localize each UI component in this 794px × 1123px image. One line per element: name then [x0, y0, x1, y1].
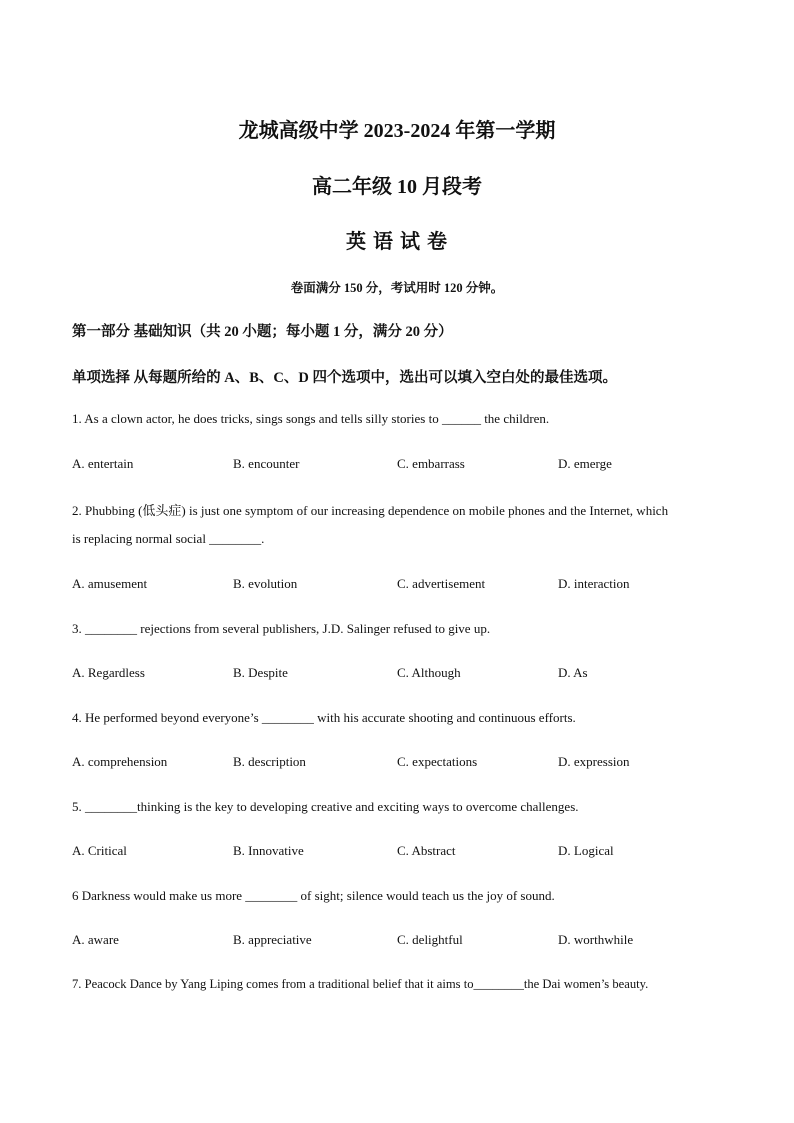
question-1-option-d: D. emerge [558, 456, 612, 471]
question-4-option-c: C. expectations [397, 754, 478, 769]
question-3-option-a: A. Regardless [72, 665, 145, 680]
question-2-option-c: C. advertisement [397, 576, 486, 591]
question-7-stem: 7. Peacock Dance by Yang Liping comes from a traditional belief that it aims to________the Dai women’s beauty. [72, 977, 649, 991]
question-5-stem: 5. ________thinking is the key to developing creative and exciting ways to overcome challenges. [72, 799, 579, 814]
question-1-option-b: B. encounter [233, 456, 300, 471]
question-4-stem: 4. He performed beyond everyone’s ________ with his accurate shooting and continuous efforts. [72, 710, 576, 725]
part-one-instruction: 单项选择 从每题所给的 A、B、C、D 四个选项中，选出可以填入空白处的最佳选项。 [72, 370, 617, 386]
question-5-option-a: A. Critical [72, 843, 127, 858]
question-6-option-d: D. worthwhile [558, 932, 634, 947]
question-2-option-a: A. amusement [72, 576, 148, 591]
question-3-stem: 3. ________ rejections from several publishers, J.D. Salinger refused to give up. [72, 621, 491, 636]
question-4-option-a: A. comprehension [72, 754, 168, 769]
question-6-stem: 6 Darkness would make us more ________ of sight; silence would teach us the joy of sound. [72, 888, 555, 903]
question-5-option-d: D. Logical [558, 843, 614, 858]
question-6-option-a: A. aware [72, 932, 119, 947]
subject-title: 英 语 试 卷 [346, 231, 448, 253]
school-title: 龙城高级中学 2023-2024 年第一学期 [238, 120, 556, 142]
question-4-option-d: D. expression [558, 754, 630, 769]
question-2-option-d: D. interaction [558, 576, 630, 591]
question-3-option-c: C. Although [397, 665, 461, 680]
question-6-option-c: C. delightful [397, 932, 463, 947]
question-2-stem-line-2: is replacing normal social ________. [72, 531, 265, 546]
question-3-option-b: B. Despite [233, 665, 288, 680]
part-one-heading: 第一部分 基础知识（共 20 小题；每小题 1 分，满分 20 分） [72, 324, 453, 340]
question-5-option-b: B. Innovative [233, 843, 304, 858]
question-2-stem-line-1: 2. Phubbing (低头症) is just one symptom of our increasing dependence on mobile phones and the Internet, which [72, 503, 669, 518]
question-2-option-b: B. evolution [233, 576, 298, 591]
grade-title: 高二年级 10 月段考 [312, 176, 482, 198]
question-5-option-c: C. Abstract [397, 843, 456, 858]
question-4-option-b: B. description [233, 754, 306, 769]
question-1-stem: 1. As a clown actor, he does tricks, sings songs and tells silly stories to ______ the children. [72, 411, 550, 426]
question-1-option-a: A. entertain [72, 456, 134, 471]
exam-note: 卷面满分 150 分，考试用时 120 分钟。 [290, 281, 504, 295]
question-1-option-c: C. embarrass [397, 456, 465, 471]
question-6-option-b: B. appreciative [233, 932, 312, 947]
question-3-option-d: D. As [558, 665, 588, 680]
